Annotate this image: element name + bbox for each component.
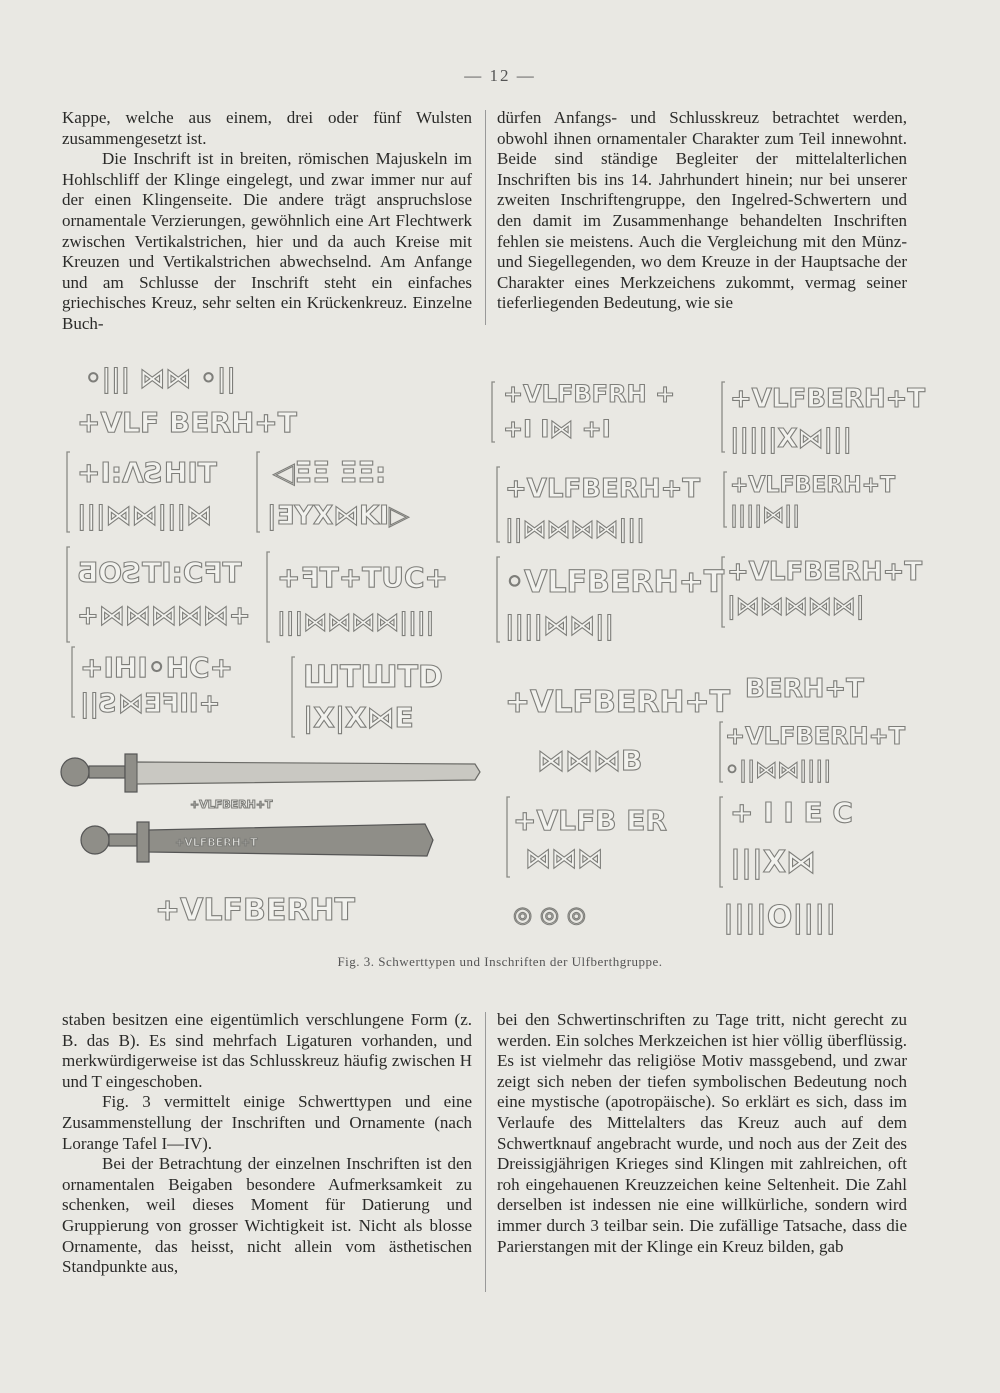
- bracket: [292, 657, 295, 737]
- inscription-line: +VLFBERH+T: [725, 722, 906, 750]
- inscription-line: +VLFBERH+T: [730, 384, 926, 414]
- inscription-line: +IHI◦HC+: [80, 651, 234, 684]
- bracket: [72, 647, 75, 717]
- sword-illustration-1: [61, 754, 480, 792]
- inscription-line: +VLFBERHT: [155, 893, 355, 928]
- inscription-line: ШTШTD: [303, 660, 443, 695]
- inscription-line: +ꟻT+TUC+: [277, 561, 448, 594]
- paragraph: staben besitzen eine eigentümlich verschlungene Form (z. B. das B). Es sind mehrfach Ligaturen vorhanden, und merkwürdigerweise ist das Schlusskreuz häufig zwischen H und T eingeschoben.: [62, 1010, 472, 1091]
- text-column-bottom-left: [62, 1010, 472, 1278]
- inscription-line: ◁ΞΞ ΞΞ:: [273, 456, 387, 489]
- bracket: [67, 547, 70, 642]
- paragraph: bei den Schwertinschriften zu Tage tritt, nicht gerecht zu werden. Ein solches Merkzeichen ist hier völlig überflüssig. Es ist vielmehr das religiöse Motiv massgebend, und zwar zeigt sich neben der tiefen symbolischen Bedeutung noch eine mystische (apotropäische). So erklärt es sich, dass im Verlaufe des Mittelalters das Kreuz auch auf dem Schwertknauf angebracht wurde, und noch aus der Zeit des Dreissigjährigen Krieges sind Klingen mit zahlreichen, oft roh eingehauenen Kreuzzeichen keine Seltenheit. Die Zahl derselben ist indessen nie eine willkürliche, sondern wird immer durch 3 teilbar sein. Die zufällige Tatsache, dass die Parierstangen mit der Klinge ein Kreuz bilden, gab: [497, 1010, 907, 1256]
- inscription-line: +VLFBERH+T: [175, 836, 258, 849]
- bracket: [724, 472, 727, 527]
- inscription-line: ||⋈⋈⋈⋈|||: [505, 515, 645, 543]
- inscription-line: ⋈⋈⋈: [525, 844, 603, 874]
- text-column-top-right: [497, 108, 907, 314]
- bracket: [507, 797, 510, 877]
- bracket: [67, 452, 70, 532]
- paragraph: Kappe, welche aus einem, drei oder fünf Wulsten zusammengesetzt ist.: [62, 108, 472, 148]
- inscription-line: |||⋈⋈⋈⋈||||: [277, 608, 435, 636]
- inscription-line: |||||X⋈|||: [730, 424, 853, 454]
- inscription-line: ||||⋈||: [730, 503, 801, 528]
- inscription-line: +I:ɅƧHIT: [77, 456, 217, 489]
- inscription-line: ◦||| ⋈⋈ ◦||: [85, 364, 236, 394]
- inscription-line: ◦VLFBERH+T: [505, 565, 725, 600]
- inscription-line: +VLFB ER: [513, 804, 667, 837]
- inscription-line: |X|X⋈E: [303, 701, 414, 734]
- column-divider: [485, 110, 486, 325]
- inscription-line: ||||O||||: [723, 900, 837, 935]
- bracket: [492, 382, 495, 442]
- inscription-line: |||⋈⋈|||⋈: [77, 501, 212, 531]
- inscription-line: ⋈⋈⋈B: [537, 744, 643, 777]
- inscription-line: ƋOƧTI:CꟻT: [77, 556, 242, 589]
- inscriptions-figure: [55, 352, 945, 937]
- column-divider: [485, 1012, 486, 1292]
- inscription-line: ||Ƨ⋈ƎꟻII+: [80, 689, 221, 719]
- inscription-line: + I I E C: [730, 796, 853, 829]
- bracket: [720, 722, 723, 782]
- bracket: [257, 452, 260, 532]
- inscription-line: +I I⋈ +I: [503, 415, 611, 443]
- figure-3: [55, 352, 945, 937]
- inscription-line: ||||⋈⋈||: [505, 611, 614, 641]
- inscription-line: +VLFBERH+T: [505, 685, 731, 720]
- bracket: [267, 552, 270, 642]
- inscription-line: ◎ ◎ ◎: [513, 903, 586, 928]
- page-number: — 12 —: [464, 66, 536, 85]
- text-column-top-left: [62, 108, 472, 335]
- figure-caption: Fig. 3. Schwerttypen und Inschriften der Ulfberthgruppe.: [337, 954, 663, 969]
- inscription-line: +VLFBERH+T: [190, 798, 273, 811]
- text-column-bottom-right: [497, 1010, 907, 1257]
- inscription-line: ◦||⋈⋈||||: [725, 758, 832, 783]
- bracket: [722, 382, 725, 452]
- inscription-line: BERH+T: [745, 674, 864, 704]
- inscription-line: |⋈⋈⋈⋈⋈|: [727, 592, 865, 620]
- paragraph: Die Inschrift ist in breiten, römischen Majuskeln im Hohlschliff der Klinge eingelegt, und zwar immer nur auf der einen Klingenseite. Die andere trägt anspruchslose ornamentale Verzierungen, gewöhnlich eine Art Flechtwerk zwischen Vertikalstrichen, hier und da auch Kreise mit Kreuzen und Vertikalstrichen abwechselnd. Am Anfange und am Schlusse der Inschrift steht ein einfaches griechisches Kreuz, sehr selten ein Krückenkreuz. Einzelne Buch-: [62, 149, 472, 333]
- paragraph: Bei der Betrachtung der einzelnen Inschriften ist den ornamentalen Beigaben besondere Aufmerksamkeit zu schenken, weil dieses Moment für Datierung und Gruppierung von grosser Wichtigkeit ist. Nicht als blosse Ornamente, das heisst, nicht allein vom ästhetischen Standpunkte aus,: [62, 1154, 472, 1277]
- inscription-line: +VLFBERH+T: [730, 473, 896, 498]
- inscription-line: |ƎYX⋈KI▷: [267, 501, 409, 531]
- inscription-line: +VLF BERH+T: [77, 406, 297, 439]
- bracket: [720, 797, 723, 887]
- inscription-line: +VLFBERH+T: [505, 474, 701, 504]
- inscription-line: |||X⋈: [730, 845, 817, 880]
- paragraph: dürfen Anfangs- und Schlusskreuz betrachtet werden, obwohl ihnen ornamentaler Charakter zum Teil innewohnt. Beide sind ständige Begleiter der mittelalterlichen Inschriften bis ins 14. Jahrhundert hinein; nur bei unserer zweiten Inschriftengruppe, den Ingelred-Schwertern und den damit im Zusammenhange behandelten Inschriften fehlen sie meistens. Auch die Vergleichung mit den Münz- und Siegellegenden, wo dem Kreuze in der Hauptsache der Charakter eines Merkzeichens zukommt, vermag seiner tieferliegenden Bedeutung, wie sie: [497, 108, 907, 313]
- bracket: [497, 557, 500, 642]
- inscription-line: +VLFBERH+T: [727, 557, 923, 587]
- bracket: [497, 467, 500, 542]
- paragraph: Fig. 3 vermittelt einige Schwerttypen und eine Zusammenstellung der Inschriften und Ornamente (nach Lorange Tafel I—IV).: [62, 1092, 472, 1153]
- inscription-line: +VLFBFRH +: [503, 380, 676, 408]
- inscription-line: +⋈⋈⋈⋈⋈+: [77, 601, 251, 631]
